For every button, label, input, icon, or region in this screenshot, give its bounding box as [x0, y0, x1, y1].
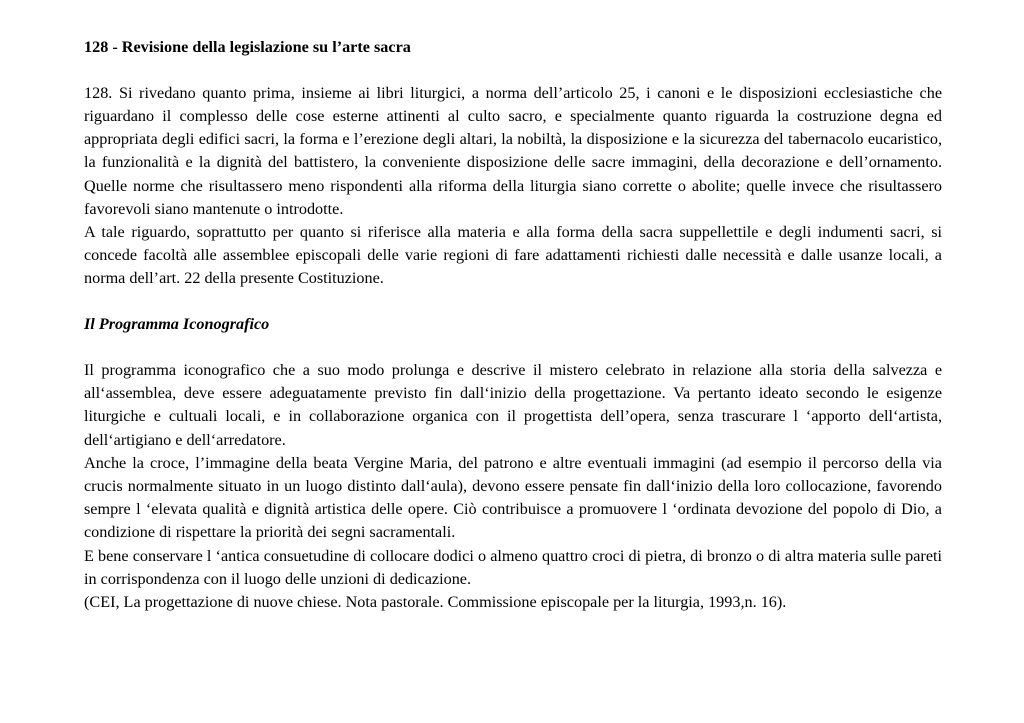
- spacer: [84, 59, 942, 82]
- document-page: [84, 36, 942, 614]
- paragraph-programma: Il programma iconografico che a suo modo prolunga e descrive il mistero celebrato in relazione alla storia della salvezza e all‘assemblea, deve essere adeguatamente previsto fin dall‘inizio della progettazione. Va pertanto ideato secondo le esigenze liturgiche e cultuali locali, e in collaborazione organica con il progettista dell’opera, senza trascurare l ‘apporto dell‘artista, dell‘artigiano e dell‘arredatore.: [84, 360, 942, 449]
- paragraph-croce-immagini: Anche la croce, l’immagine della beata Vergine Maria, del patrono e altre eventuali immagini (ad esempio il percorso della via crucis normalmente situato in un luogo distinto dall‘aula), devono essere pensate fin dall‘inizio della loro collocazione, favorendo sempre l ‘elevata qualità e dignità artistica delle opere. Ciò contribuisce a promuovere l ‘ordinata devozione del popolo di Dio, a condizione di rispettare la priorità dei segni sacramentali.: [84, 453, 942, 542]
- section-heading-programma-iconografico: Il Programma Iconografico: [84, 315, 270, 334]
- paragraph-citation: (CEI, La progettazione di nuove chiese. Nota pastorale. Commissione episcopale per la liturgia, 1993,n. 16).: [84, 593, 787, 612]
- section-heading-revisione: 128 - Revisione della legislazione su l’arte sacra: [84, 38, 411, 56]
- spacer: [84, 291, 942, 314]
- paragraph-croci-dedicazione: E bene conservare l ‘antica consuetudine di collocare dodici o almeno quattro croci di pietra, di bronzo o di altra materia sulle pareti in corrispondenza con il luogo delle unzioni di dedicazione.: [84, 546, 942, 588]
- paragraph-article-128: 128. Si rivedano quanto prima, insieme ai libri liturgici, a norma dell’articolo 25, i canoni e le disposizioni ecclesiastiche che riguardano il complesso delle cose esterne attinenti al culto sacro, e specialmente quanto riguarda la costruzione degna ed appropriata degli edifici sacri, la forma e l’erezione degli altari, la nobiltà, la disposizione e la sicurezza del tabernacolo eucaristico, la funzionalità e la dignità del battistero, la conveniente disposizione delle sacre immagini, della decorazione e dell’ornamento. Quelle norme che risultassero meno rispondenti alla riforma della liturgia siano corrette o abolite; quelle invece che risultassero favorevoli siano mantenute o introdotte.: [84, 83, 942, 218]
- paragraph-adattamenti: A tale riguardo, soprattutto per quanto si riferisce alla materia e alla forma della sacra suppellettile e degli indumenti sacri, si concede facoltà alle assemblee episcopali delle varie regioni di fare adattamenti richiesti dalle necessità e dalle usanze locali, a norma dell’art. 22 della presente Costituzione.: [84, 223, 942, 288]
- spacer: [84, 336, 942, 359]
